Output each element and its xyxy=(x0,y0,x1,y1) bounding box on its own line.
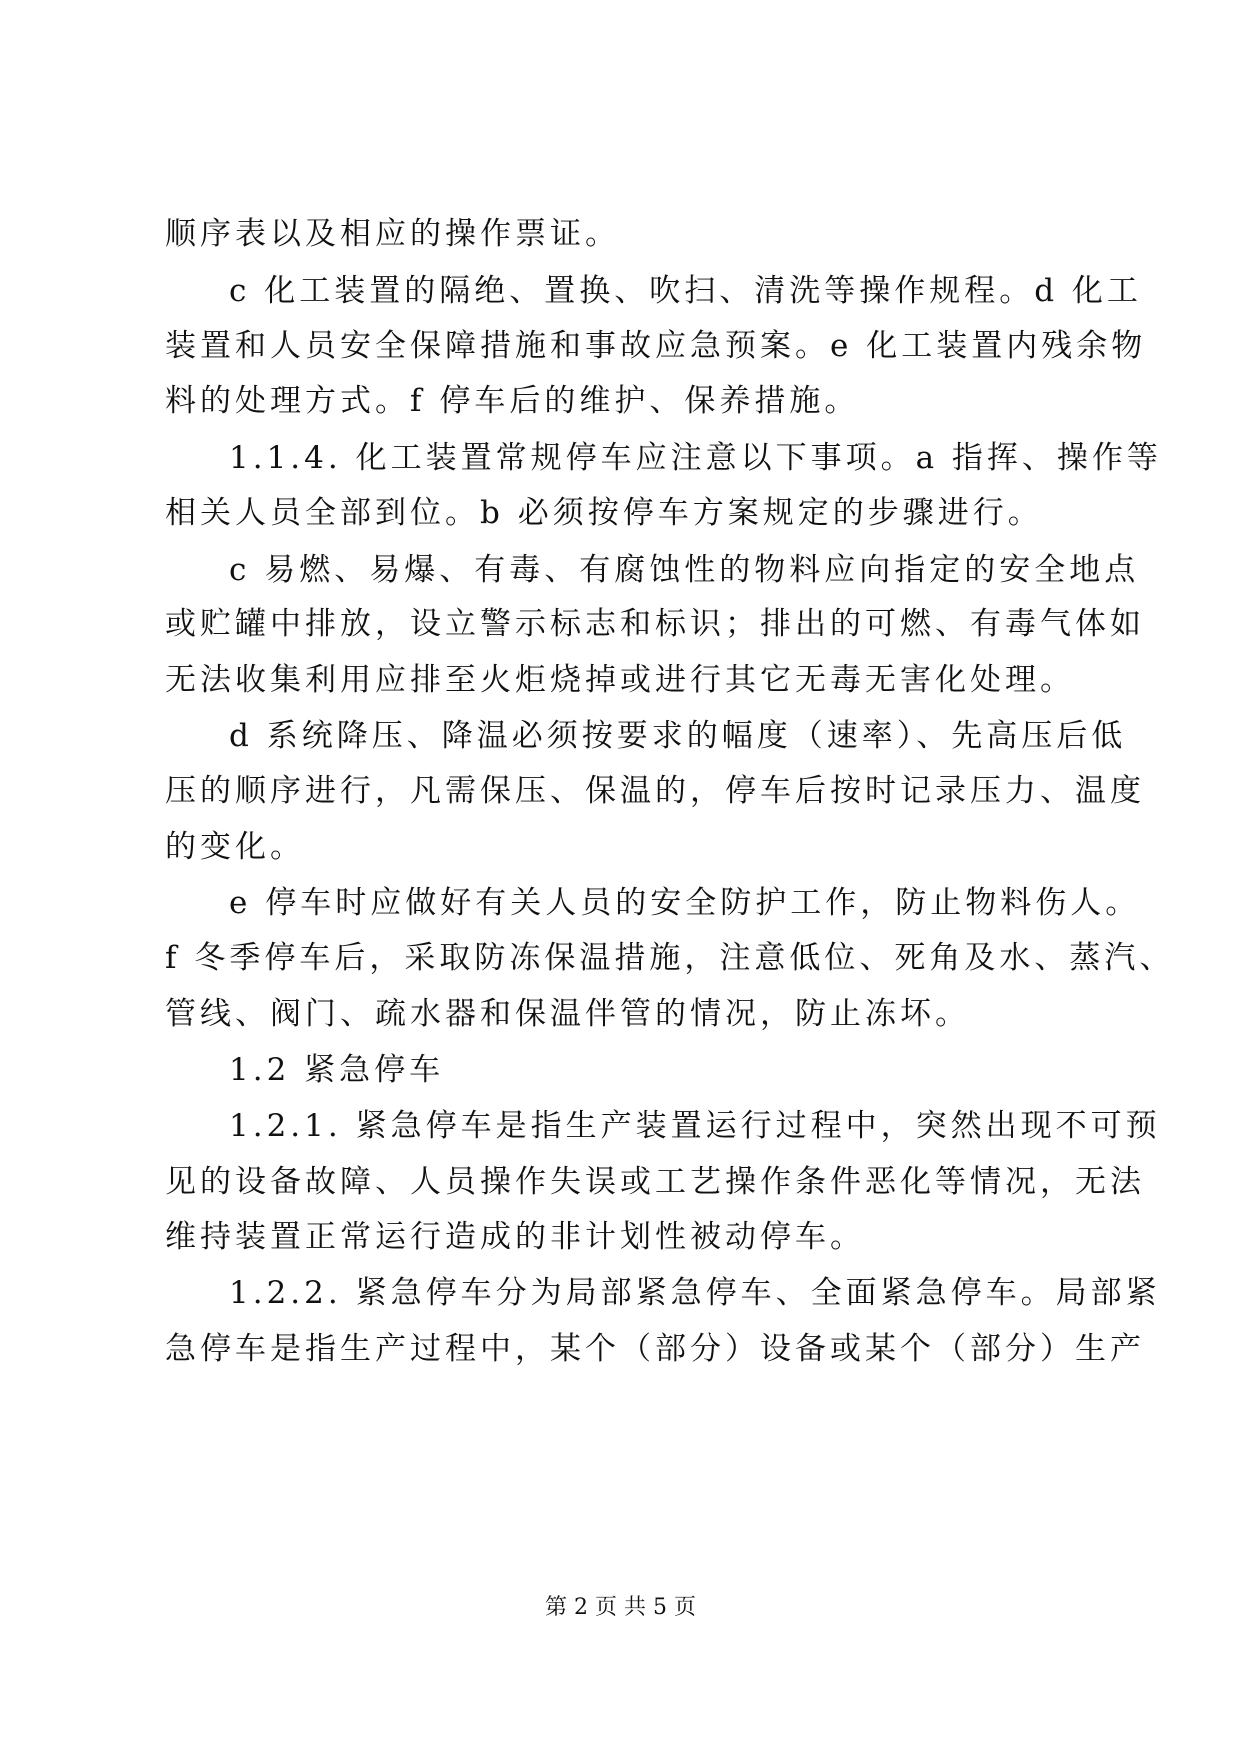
text-line: f 冬季停车后，采取防冻保温措施，注意低位、死角及水、蒸汽、 xyxy=(165,940,1175,976)
text-line: 的变化。 xyxy=(165,829,305,865)
text-line: 压的顺序进行，凡需保压、保温的，停车后按时记录压力、温度 xyxy=(165,773,1145,809)
text-line: c 化工装置的隔绝、置换、吹扫、清洗等操作规程。d 化工 xyxy=(229,273,1142,309)
text-line: 见的设备故障、人员操作失误或工艺操作条件恶化等情况，无法 xyxy=(165,1164,1145,1200)
text-line: 1.1.4. 化工装置常规停车应注意以下事项。a 指挥、操作等 xyxy=(229,440,1162,476)
section-heading: 1.2 紧急停车 xyxy=(229,1052,445,1088)
text-line: d 系统降压、降温必须按要求的幅度（速率）、先高压后低 xyxy=(229,718,1127,754)
text-line: 料的处理方式。f 停车后的维护、保养措施。 xyxy=(165,383,860,419)
text-line: 或贮罐中排放，设立警示标志和标识；排出的可燃、有毒气体如 xyxy=(165,606,1145,642)
text-line: 维持装置正常运行造成的非计划性被动停车。 xyxy=(165,1219,865,1255)
page-footer: 第 2 页 共 5 页 xyxy=(545,1595,696,1620)
text-line: e 停车时应做好有关人员的安全防护工作，防止物料伤人。 xyxy=(229,885,1141,921)
text-line: 装置和人员安全保障措施和事故应急预案。e 化工装置内残余物 xyxy=(165,328,1147,364)
text-line: 顺序表以及相应的操作票证。 xyxy=(165,216,620,252)
text-line: 管线、阀门、疏水器和保温伴管的情况，防止冻坏。 xyxy=(165,996,970,1032)
text-line: 无法收集利用应排至火炬烧掉或进行其它无毒无害化处理。 xyxy=(165,662,1075,698)
text-line: 1.2.1. 紧急停车是指生产装置运行过程中，突然出现不可预 xyxy=(229,1108,1161,1144)
text-line: 1.2.2. 紧急停车分为局部紧急停车、全面紧急停车。局部紧 xyxy=(229,1275,1161,1311)
text-line: 急停车是指生产过程中，某个（部分）设备或某个（部分）生产 xyxy=(165,1331,1145,1367)
text-line: c 易燃、易爆、有毒、有腐蚀性的物料应向指定的安全地点 xyxy=(229,552,1140,588)
text-line: 相关人员全部到位。b 必须按停车方案规定的步骤进行。 xyxy=(165,495,1043,531)
